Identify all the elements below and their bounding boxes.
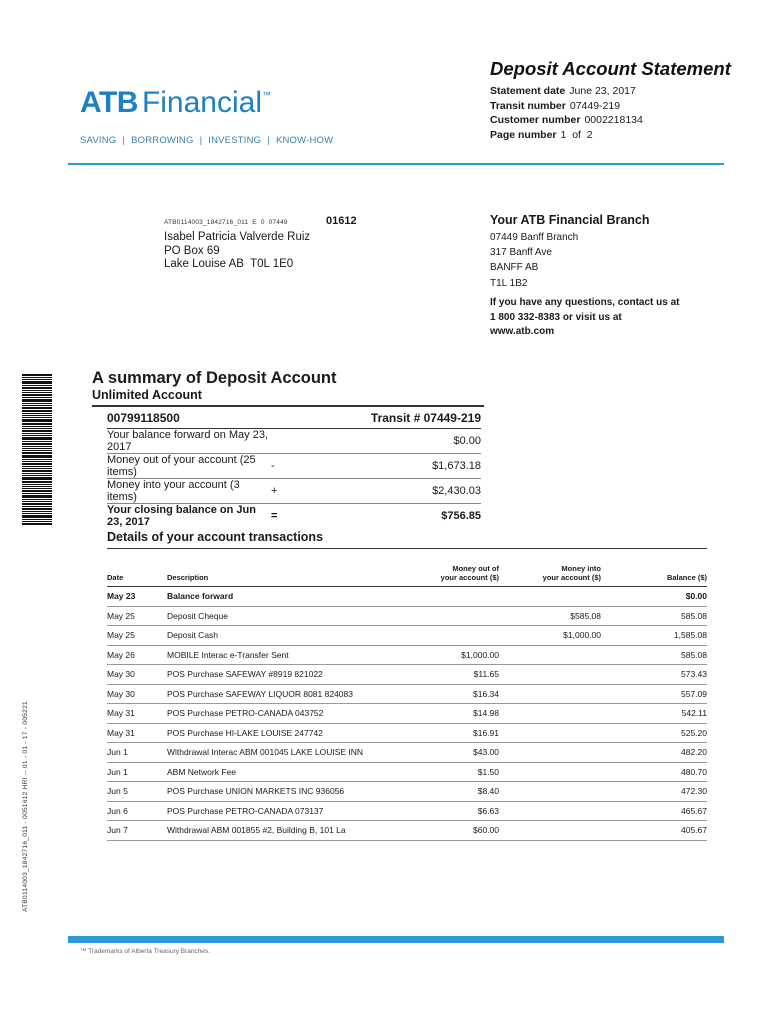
barcode-bar <box>22 430 52 432</box>
logo-trademark: ™ <box>262 90 271 100</box>
barcode-bar <box>22 419 52 422</box>
barcode-bar <box>22 508 52 510</box>
contact-line: If you have any questions, contact us at <box>490 297 680 308</box>
transaction-row <box>107 801 707 821</box>
transaction-row <box>107 704 707 724</box>
tx-money-out: $1,000.00 <box>412 645 499 665</box>
barcode-bar <box>22 413 52 414</box>
atb-logo <box>80 86 271 120</box>
transactions-header-row <box>107 552 707 587</box>
tx-balance: 585.08 <box>601 645 707 665</box>
barcode-bar <box>22 488 52 489</box>
tx-description: ABM Network Fee <box>167 762 412 782</box>
barcode-bar <box>22 495 52 498</box>
meta-value: 07449-219 <box>569 99 621 112</box>
barcode-bar <box>22 484 52 485</box>
summary-row <box>107 454 481 479</box>
tagline-item: SAVING <box>80 135 117 146</box>
tx-date: May 23 <box>107 587 167 607</box>
tx-date: May 25 <box>107 626 167 646</box>
summary-table <box>107 408 481 528</box>
tx-money-in <box>499 801 601 821</box>
details-divider <box>107 548 707 549</box>
tx-balance: $0.00 <box>601 587 707 607</box>
summary-amount: $0.00 <box>341 429 481 454</box>
transaction-row <box>107 626 707 646</box>
tx-balance: 525.20 <box>601 723 707 743</box>
branch-line: 317 Banff Ave <box>490 247 552 259</box>
branch-line: BANFF AB <box>490 262 539 274</box>
barcode-bar <box>22 461 52 462</box>
tx-description: POS Purchase SAFEWAY LIQUOR 8081 824083 <box>167 684 412 704</box>
tx-money-out: $60.00 <box>412 821 499 841</box>
meta-customer-number <box>490 113 643 128</box>
tx-balance: 1,585.08 <box>601 626 707 646</box>
barcode-bar <box>22 423 52 425</box>
barcode-bar <box>22 503 52 505</box>
barcode-bar <box>22 435 52 436</box>
barcode-bar <box>22 470 52 472</box>
tx-date: May 30 <box>107 665 167 685</box>
tx-money-in <box>499 684 601 704</box>
meta-value: 1 of 2 <box>560 128 593 141</box>
barcode-graphic <box>22 374 52 570</box>
details-title: Details of your account transactions <box>107 530 324 544</box>
tagline <box>80 135 333 146</box>
transaction-row <box>107 665 707 685</box>
tx-date: May 26 <box>107 645 167 665</box>
tagline-separator: | <box>199 135 203 146</box>
barcode-bar <box>22 501 52 502</box>
barcode-bar <box>22 379 52 380</box>
tx-money-out: $16.34 <box>412 684 499 704</box>
barcode-bar <box>22 415 52 416</box>
meta-page-number <box>490 128 643 143</box>
tx-date: Jun 7 <box>107 821 167 841</box>
tx-date: May 31 <box>107 704 167 724</box>
barcode-bar <box>22 486 52 487</box>
transaction-row <box>107 762 707 782</box>
barcode-bar <box>22 441 52 442</box>
tx-money-out <box>412 626 499 646</box>
account-number: 00799118500 <box>107 408 271 429</box>
barcode-bar <box>22 387 52 389</box>
mail-code: ATB0114003_1842716_011 E 0 07449 <box>164 219 288 226</box>
tx-description: Withdrawal ABM 001855 #2, Building B, 101 La <box>167 821 412 841</box>
summary-op-cell <box>271 408 341 429</box>
tx-money-in <box>499 665 601 685</box>
meta-transit-number <box>490 99 643 114</box>
summary-row <box>107 429 481 454</box>
barcode-bar <box>22 468 52 469</box>
recipient-address <box>164 231 310 272</box>
tx-money-in: $585.08 <box>499 606 601 626</box>
barcode-bar <box>22 446 52 447</box>
barcode-bar <box>22 513 52 514</box>
barcode-bar <box>22 455 52 458</box>
barcode-bar <box>22 374 52 376</box>
col-header-line: Money into <box>561 564 601 573</box>
barcode-bar <box>22 437 52 440</box>
transaction-row <box>107 684 707 704</box>
contact-phone: 1 800 332-8383 or visit us at <box>490 311 622 323</box>
barcode-bar <box>22 407 52 409</box>
barcode-bar <box>22 381 52 384</box>
tx-money-in <box>499 587 601 607</box>
barcode-bar <box>22 426 52 427</box>
tx-balance: 482.20 <box>601 743 707 763</box>
tagline-item: INVESTING <box>208 135 262 146</box>
summary-op: = <box>271 510 278 522</box>
barcode-bar <box>22 448 52 449</box>
summary-header-row <box>107 408 481 429</box>
summary-op <box>271 429 341 454</box>
barcode-bar <box>22 410 52 412</box>
tx-money-in <box>499 723 601 743</box>
tx-balance: 542.11 <box>601 704 707 724</box>
col-header-line: your account ($) <box>440 573 499 582</box>
transaction-row <box>107 782 707 802</box>
tx-date: May 30 <box>107 684 167 704</box>
summary-amount: $2,430.03 <box>341 479 481 504</box>
barcode-bar <box>22 399 52 402</box>
barcode-bar <box>22 506 52 507</box>
barcode-bar <box>22 390 52 391</box>
barcode-bar <box>22 394 52 396</box>
tx-money-out: $8.40 <box>412 782 499 802</box>
barcode-bar <box>22 392 52 393</box>
tx-description: Balance forward <box>167 587 412 607</box>
summary-op: - <box>271 454 341 479</box>
col-header-balance: Balance ($) <box>601 552 707 587</box>
col-header-description: Description <box>167 552 412 587</box>
tx-description: Deposit Cheque <box>167 606 412 626</box>
summary-label: Money into your account (3 items) <box>107 479 271 504</box>
tx-description: MOBILE Interac e-Transfer Sent <box>167 645 412 665</box>
tx-balance: 585.08 <box>601 606 707 626</box>
barcode-bar <box>22 385 52 386</box>
tx-money-in <box>499 782 601 802</box>
meta-label: Transit number <box>490 99 566 112</box>
barcode-bar <box>22 475 52 476</box>
tx-money-out: $43.00 <box>412 743 499 763</box>
branch-contact <box>490 296 680 340</box>
logo-financial-text: Financial <box>141 86 262 119</box>
branch-title: Your ATB Financial Branch <box>490 213 650 227</box>
transactions-table <box>107 552 707 841</box>
tx-balance: 405.67 <box>601 821 707 841</box>
barcode-bar <box>22 403 52 404</box>
contact-website: www.atb.com <box>490 326 555 337</box>
tx-date: Jun 6 <box>107 801 167 821</box>
logo-atb-text: ATB <box>80 86 138 119</box>
recipient-name: Isabel Patricia Valverde Ruiz <box>164 231 311 243</box>
tx-description: POS Purchase PETRO-CANADA 073137 <box>167 801 412 821</box>
summary-label: Your closing balance on Jun 23, 2017 <box>107 504 256 528</box>
statement-meta <box>490 84 643 142</box>
tx-description: Withdrawal Interac ABM 001045 LAKE LOUISE INN <box>167 743 412 763</box>
tx-date: May 25 <box>107 606 167 626</box>
summary-subtitle: Unlimited Account <box>92 388 202 402</box>
tx-description: Deposit Cash <box>167 626 412 646</box>
branch-line: T1L 1B2 <box>490 277 528 289</box>
barcode-bar <box>22 481 52 483</box>
meta-label: Statement date <box>490 85 566 97</box>
tx-date: Jun 5 <box>107 782 167 802</box>
barcode-bar <box>22 515 52 518</box>
summary-title: A summary of Deposit Account <box>92 369 337 387</box>
tx-money-out: $16.91 <box>412 723 499 743</box>
tx-date: Jun 1 <box>107 743 167 763</box>
transaction-row <box>107 821 707 841</box>
tx-money-in <box>499 645 601 665</box>
tx-balance: 472.30 <box>601 782 707 802</box>
barcode-bar <box>22 397 52 398</box>
tx-money-in: $1,000.00 <box>499 626 601 646</box>
tx-date: May 31 <box>107 723 167 743</box>
barcode-bar <box>22 417 52 418</box>
col-header-line: your account ($) <box>542 573 601 582</box>
barcode-bar <box>22 477 52 480</box>
col-header-line: Money out of <box>452 564 499 573</box>
barcode-bar <box>22 473 52 474</box>
summary-amount: $756.85 <box>441 510 481 522</box>
tx-money-out: $1.50 <box>412 762 499 782</box>
tx-money-in <box>499 704 601 724</box>
tx-description: POS Purchase UNION MARKETS INC 936056 <box>167 782 412 802</box>
tagline-separator: | <box>267 135 270 146</box>
barcode-bar <box>22 466 52 467</box>
tx-balance: 557.09 <box>601 684 707 704</box>
barcode-bar <box>22 405 52 406</box>
barcode-bar <box>22 459 52 460</box>
mail-number: 01612 <box>326 215 357 227</box>
barcode-bar <box>22 490 52 492</box>
barcode-bar <box>22 450 52 451</box>
tx-money-in <box>499 821 601 841</box>
transaction-row <box>107 645 707 665</box>
tx-date: Jun 1 <box>107 762 167 782</box>
tx-money-out <box>412 587 499 607</box>
tx-money-out: $11.65 <box>412 665 499 685</box>
branch-line: 07449 Banff Branch <box>490 232 579 243</box>
barcode-bar <box>22 521 52 522</box>
barcode-bar <box>22 523 52 525</box>
tx-money-out <box>412 606 499 626</box>
col-header-money-out <box>412 552 499 587</box>
barcode-bar <box>22 463 52 465</box>
summary-row <box>107 479 481 504</box>
transaction-row <box>107 723 707 743</box>
meta-statement-date <box>490 84 643 99</box>
summary-label: Your balance forward on May 23, 2017 <box>107 429 271 454</box>
meta-label: Page number <box>490 128 557 141</box>
tx-description: POS Purchase HI-LAKE LOUISE 247742 <box>167 723 412 743</box>
barcode-bar <box>22 433 52 434</box>
barcode-bar <box>22 443 52 445</box>
side-reference-text: ATB0114003_1842716_011 - 0051612 HRI -- 01 - 01 - 17 - 005221 <box>22 701 29 912</box>
tx-money-out: $14.98 <box>412 704 499 724</box>
account-transit: Transit # 07449-219 <box>341 408 481 429</box>
barcode-bar <box>22 511 52 512</box>
tx-balance: 480.70 <box>601 762 707 782</box>
tagline-item: KNOW-HOW <box>275 135 334 146</box>
summary-amount: $1,673.18 <box>341 454 481 479</box>
statement-title: Deposit Account Statement <box>490 58 731 79</box>
tx-money-in <box>499 762 601 782</box>
transaction-row <box>107 587 707 607</box>
meta-label: Customer number <box>490 114 581 126</box>
summary-label: Money out of your account (25 items) <box>107 454 271 479</box>
meta-value: 0002218134 <box>584 114 643 126</box>
summary-divider <box>92 405 484 407</box>
tx-description: POS Purchase PETRO-CANADA 043752 <box>167 704 412 724</box>
tx-description: POS Purchase SAFEWAY #8919 821022 <box>167 665 412 685</box>
footer-trademark-note: ™ Trademarks of Alberta Treasury Branches. <box>80 948 211 955</box>
col-header-money-in <box>499 552 601 587</box>
summary-closing-row <box>107 504 481 529</box>
footer-band <box>68 936 724 943</box>
barcode-bar <box>22 452 52 454</box>
header-divider <box>68 163 724 165</box>
tx-money-out: $6.63 <box>412 801 499 821</box>
barcode-bar <box>22 377 52 378</box>
tx-money-in <box>499 743 601 763</box>
barcode-bar <box>22 519 52 520</box>
barcode-bar <box>22 428 52 429</box>
barcode-bar <box>22 499 52 500</box>
recipient-po-box: PO Box 69 <box>164 244 220 257</box>
col-header-date: Date <box>107 552 167 587</box>
transaction-row <box>107 743 707 763</box>
branch-address <box>490 230 578 291</box>
barcode-bar <box>22 493 52 494</box>
tagline-separator: | <box>122 135 126 146</box>
tagline-item: BORROWING <box>131 135 194 146</box>
tx-balance: 465.67 <box>601 801 707 821</box>
recipient-city: Lake Louise AB T0L 1E0 <box>164 258 294 270</box>
transaction-row <box>107 606 707 626</box>
tx-balance: 573.43 <box>601 665 707 685</box>
summary-op: + <box>271 479 341 504</box>
meta-value: June 23, 2017 <box>569 85 636 97</box>
